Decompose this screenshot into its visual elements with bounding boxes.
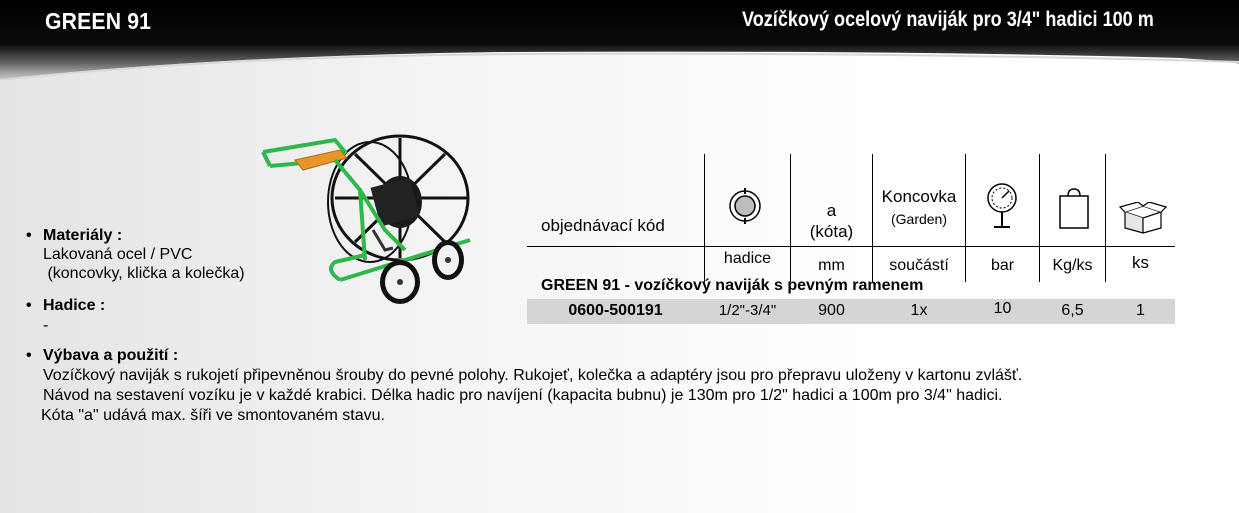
equipment-line-1: Vozíčkový naviják s rukojetí připevněnou šrouby do pevné polohy. Rukojeť, kolečka a adaptéry jsou pro přepravu uloženy v kartonu zvlášť. [43,367,1023,384]
bullet-icon: • [26,347,32,364]
order-code-label: objednávací kód [541,216,665,235]
pressure-unit: bar [990,257,1015,274]
header-banner [0,0,1239,80]
hose-value: 1/2"-3/4" [718,302,777,319]
hose-reel-cart-image [255,130,475,310]
dimension-a-value: 900 [818,302,845,319]
bullet-icon: • [26,297,32,314]
weight-icon [1057,188,1091,230]
dimension-a-header: a (kóta) [809,201,854,241]
hose-line-1: - [43,317,49,334]
fitting-header: Koncovka [881,187,957,206]
dimension-a-unit: mm [818,257,845,274]
spec-table [527,150,1175,330]
hose-reel-icon [727,188,763,224]
equipment-heading: Výbava a použití : [43,347,179,364]
product-name-row: GREEN 91 - vozíčkový naviják s pevným ramenem [541,277,924,294]
product-title: Vozíčkový ocelový naviják pro 3/4" hadici 100 m [742,8,1154,31]
pressure-value: 10 [993,300,1012,317]
bullet-icon: • [26,227,32,244]
order-code-value: 0600-500191 [568,302,663,319]
materials-line-1: Lakovaná ocel / PVC [43,246,193,263]
fitting-value: 1x [910,302,928,319]
hose-column-label: hadice [723,250,772,267]
fitting-subheader: (Garden) [890,211,948,227]
weight-value: 6,5 [1061,302,1084,319]
pressure-gauge-icon [985,182,1019,230]
materials-heading: Materiály : [43,227,123,244]
weight-unit: Kg/ks [1052,257,1093,274]
product-model: GREEN 91 [45,8,152,34]
quantity-value: 1 [1136,302,1145,319]
materials-line-2: (koncovky, klička a kolečka) [43,265,245,282]
quantity-unit: ks [1132,253,1149,272]
header-rule [527,246,1175,247]
hose-heading: Hadice : [43,297,106,314]
equipment-line-3: Kóta "a" udává max. šíři ve smontovaném stavu. [41,407,385,424]
box-icon [1119,202,1167,234]
fitting-unit: součástí [889,257,949,274]
equipment-line-2: Návod na sestavení vozíku je v každé krabici. Délka hadic pro navíjení (kapacita bubnu) je 130m pro 1/2" hadici a 100m pro 3/4" hadici. [43,387,1003,404]
